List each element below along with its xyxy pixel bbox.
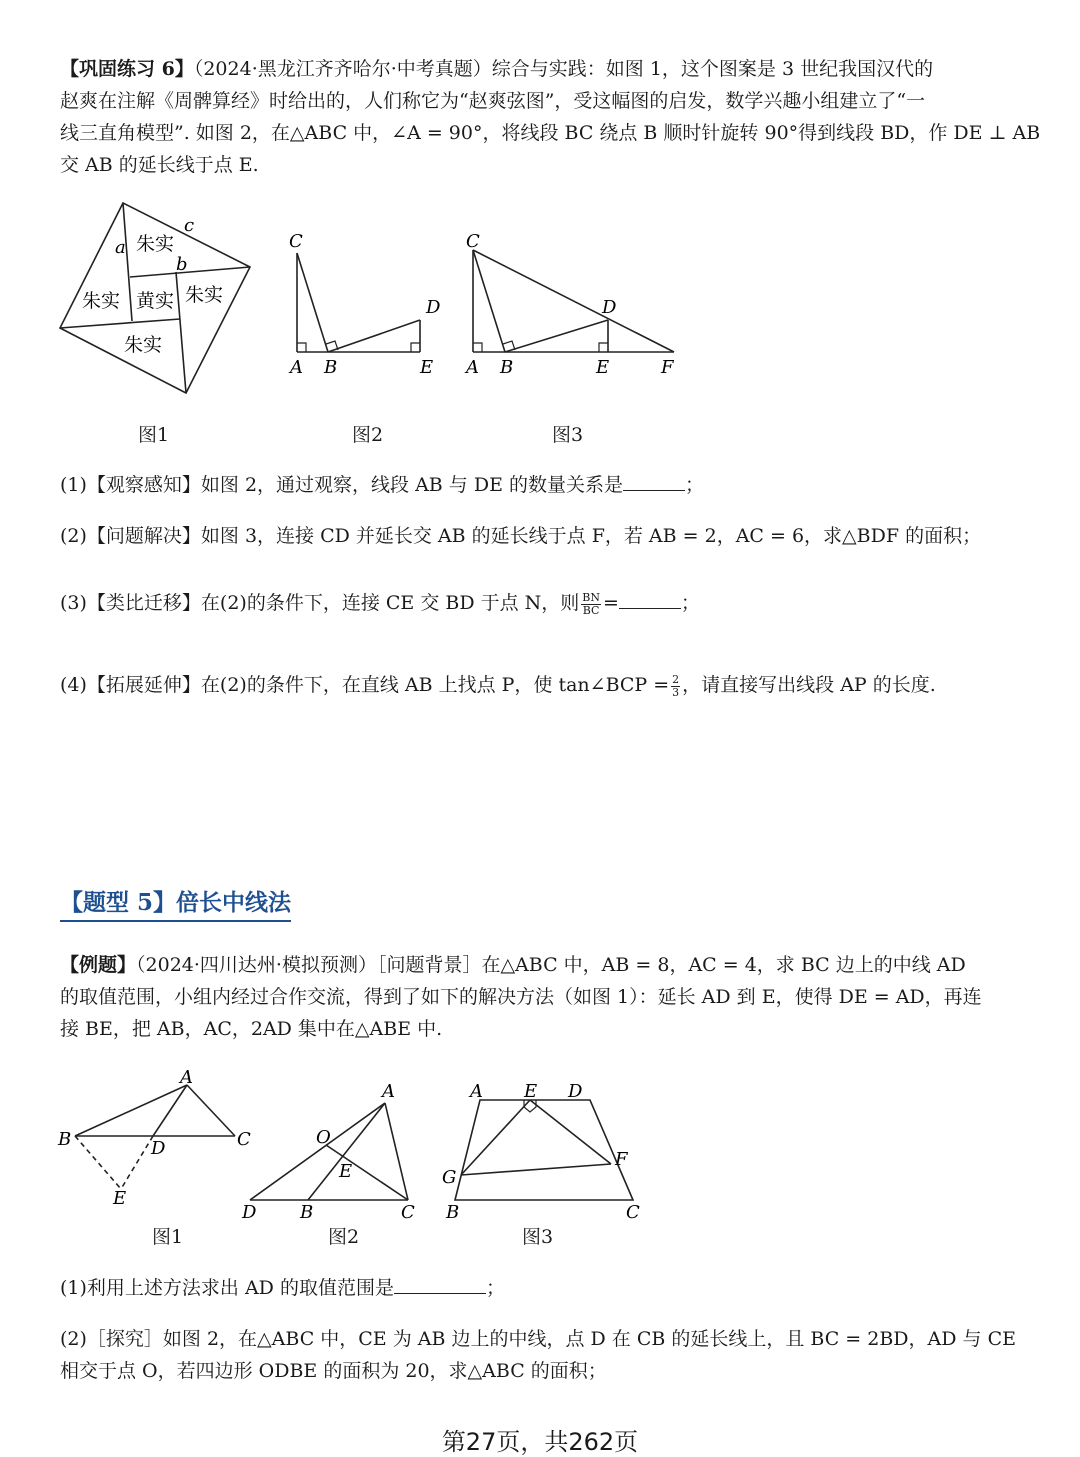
q4-suffix: ，请直接写出线段 AP 的长度. <box>682 674 936 696</box>
q4-fraction <box>671 674 680 699</box>
fig3-point-a: A <box>466 357 479 378</box>
example-tag: 【例题】 <box>60 954 137 976</box>
exercise6-line-1 <box>60 53 1022 85</box>
ex-fig2-point-c: C <box>401 1202 415 1223</box>
region-zhushi-top: 朱实 <box>136 233 175 255</box>
ex-fig1-point-c: C <box>237 1129 251 1150</box>
example-figure1-caption: 图1 <box>152 1226 184 1248</box>
ex-fig3-point-e: E <box>524 1081 538 1102</box>
ex-q1-text: (1)利用上述方法求出 AD 的取值范围是 <box>60 1277 394 1299</box>
fig2-point-e: E <box>420 357 434 378</box>
fig3-point-c: C <box>466 231 480 252</box>
q4-frac-den: 3 <box>672 685 680 699</box>
ex-fig1-point-a: A <box>180 1067 193 1088</box>
ex-fig2-point-d: D <box>242 1202 257 1223</box>
fig2-point-d: D <box>426 297 441 318</box>
exercise6-paragraph <box>60 53 1041 181</box>
ex-fig1-point-d: D <box>151 1138 166 1159</box>
ex-q1-answer-blank[interactable] <box>394 1273 486 1294</box>
region-zhushi-right: 朱实 <box>185 284 224 306</box>
region-huangshi-center: 黄实 <box>136 290 175 312</box>
side-label-c: c <box>184 215 195 236</box>
example-figure3-diagram <box>440 1075 655 1225</box>
figure2-diagram <box>280 225 450 385</box>
q3-answer-blank[interactable] <box>619 588 681 609</box>
fig2-point-b: B <box>324 357 338 378</box>
example-paragraph <box>60 949 1022 1045</box>
ex-fig3-point-g: G <box>442 1167 457 1188</box>
q1-suffix: ； <box>685 474 705 496</box>
figure3-caption: 图3 <box>552 424 584 446</box>
side-label-b: b <box>176 254 188 275</box>
fig3-point-e: E <box>596 357 610 378</box>
section-heading[interactable]: 【题型 5】倍长中线法 <box>60 886 291 922</box>
q1-answer-blank[interactable] <box>623 470 685 491</box>
ex-q2-line-1: (2)［探究］如图 2，在△ABC 中，CE 为 AB 边上的中线，点 D 在 CB 的延长线上，且 BC = 2BD，AD 与 CE <box>60 1328 1016 1350</box>
ex-fig1-point-b: B <box>58 1129 72 1150</box>
exercise6-line-2: 赵爽在注解《周髀算经》时给出的，人们称它为“赵爽弦图”，受这幅图的启发，数学兴趣小组建立了“一 <box>60 90 926 112</box>
exercise6-question-2: (2)【问题解决】如图 3，连接 CD 并延长交 AB 的延长线于点 F，若 AB = 2，AC = 6，求△BDF 的面积； <box>60 525 982 547</box>
example-figure1-diagram <box>55 1065 265 1215</box>
ex-fig3-point-a: A <box>470 1081 483 1102</box>
figure1-caption: 图1 <box>138 424 170 446</box>
example-figure2-diagram <box>238 1075 428 1225</box>
q3-equals: = <box>602 592 619 614</box>
ex-fig3-point-c: C <box>626 1202 640 1223</box>
example-figure2-caption: 图2 <box>328 1226 360 1248</box>
side-label-a: a <box>115 237 126 258</box>
q4-text: (4)【拓展延伸】在(2)的条件下，在直线 AB 上找点 P，使 tan∠BCP = <box>60 674 670 696</box>
fig2-point-c: C <box>289 231 303 252</box>
exercise6-line-1-text: （2024·黑龙江齐齐哈尔·中考真题）综合与实践：如图 1，这个图案是 3 世纪我国汉代的 <box>193 58 934 80</box>
example-line-1 <box>60 949 1022 981</box>
region-zhushi-left: 朱实 <box>82 290 121 312</box>
q3-frac-num: BN <box>582 590 600 604</box>
page-footer: 第27页，共262页 <box>441 1428 639 1456</box>
ex-fig3-point-f: F <box>615 1149 628 1170</box>
exercise6-line-4: 交 AB 的延长线于点 E. <box>60 154 259 176</box>
example-line-3: 接 BE，把 AB，AC，2AD 集中在△ABE 中. <box>60 1018 443 1040</box>
exercise6-line-3: 线三直角模型”. 如图 2，在△ABC 中，∠A = 90°，将线段 BC 绕点 B 顺时针旋转 90°得到线段 BD，作 DE ⊥ AB <box>60 122 1041 144</box>
ex-fig2-point-b: B <box>300 1202 314 1223</box>
q3-suffix: ； <box>680 592 700 614</box>
fig3-point-d: D <box>602 297 617 318</box>
q4-frac-num: 2 <box>672 672 680 686</box>
exercise6-question-1 <box>60 470 704 500</box>
exercise6-question-4 <box>60 670 936 700</box>
q3-fraction <box>581 592 601 617</box>
figure2-caption: 图2 <box>352 424 384 446</box>
example-figure3-caption: 图3 <box>522 1226 554 1248</box>
region-zhushi-bottom: 朱实 <box>124 334 163 356</box>
fig3-point-b: B <box>500 357 514 378</box>
ex-fig2-point-e: E <box>339 1161 353 1182</box>
example-question-1 <box>60 1273 505 1303</box>
ex-fig2-point-a: A <box>382 1081 395 1102</box>
exercise6-tag: 【巩固练习 6】 <box>60 58 194 80</box>
fig2-point-a: A <box>290 357 303 378</box>
fig3-point-f: F <box>661 357 674 378</box>
figure3-diagram <box>460 225 690 385</box>
ex-fig3-point-d: D <box>568 1081 583 1102</box>
zhao-shuang-figure <box>50 195 265 405</box>
example-line-2: 的取值范围，小组内经过合作交流，得到了如下的解决方法（如图 1）：延长 AD 到 E，使得 DE = AD，再连 <box>60 986 982 1008</box>
ex-fig1-point-e: E <box>113 1188 127 1209</box>
q3-text: (3)【类比迁移】在(2)的条件下，连接 CE 交 BD 于点 N，则 <box>60 592 580 614</box>
ex-q2-line-2: 相交于点 O，若四边形 ODBE 的面积为 20，求△ABC 的面积； <box>60 1360 607 1382</box>
ex-fig3-point-b: B <box>446 1202 460 1223</box>
q3-frac-den: BC <box>582 603 600 617</box>
example-question-2 <box>60 1323 1022 1387</box>
exercise6-question-3 <box>60 588 700 618</box>
q1-text: (1)【观察感知】如图 2，通过观察，线段 AB 与 DE 的数量关系是 <box>60 474 623 496</box>
ex-q1-suffix: ； <box>485 1277 505 1299</box>
ex-fig2-point-o: O <box>316 1127 331 1148</box>
example-line-1-text: （2024·四川达州·模拟预测）［问题背景］在△ABC 中，AB = 8，AC = 4，求 BC 边上的中线 AD <box>136 954 966 976</box>
